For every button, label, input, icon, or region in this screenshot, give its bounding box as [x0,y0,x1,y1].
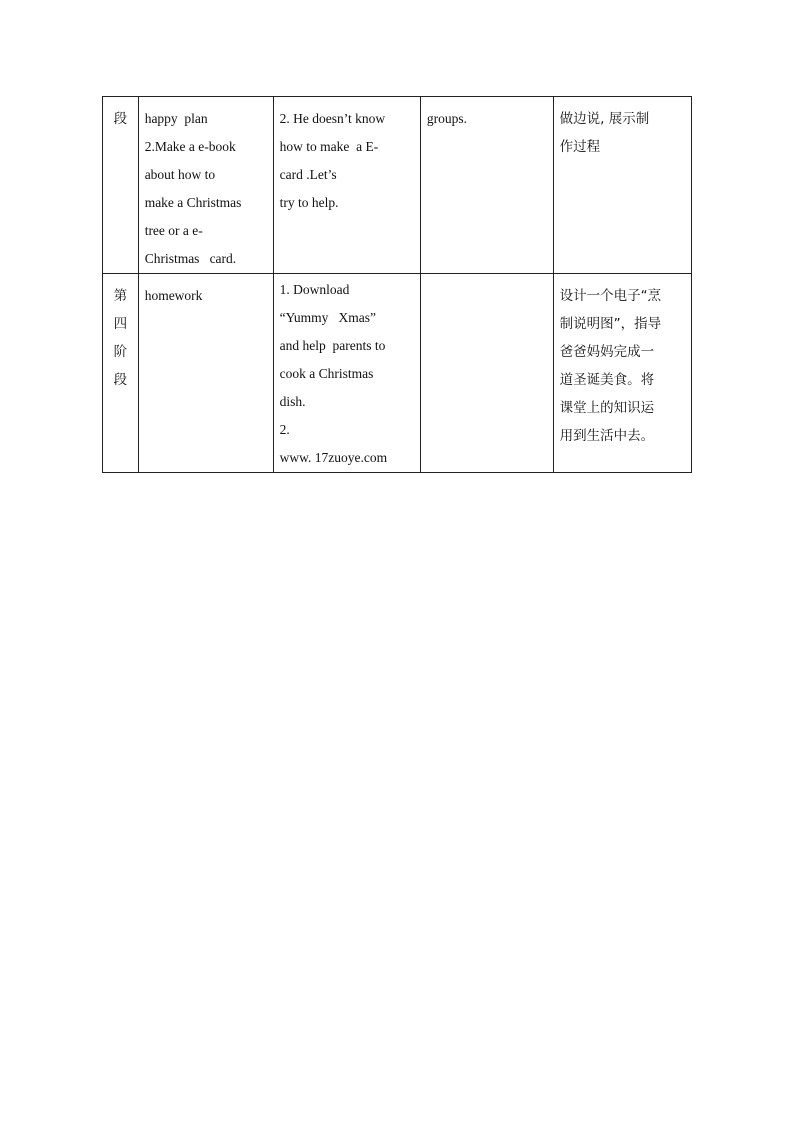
method-cell [420,274,553,473]
activity-cell [138,97,273,274]
purpose-line: 用到生活中去。 [559,428,655,444]
content-line: how to make a E- [279,139,379,154]
activity-line: Christmas card. [144,251,237,266]
content-line: and help parents to [279,338,386,353]
activity-line: homework [144,288,203,303]
method-cell [420,97,553,274]
content-line: 2. [279,422,290,437]
activity-line: tree or a e- [144,223,203,238]
content-line: card .Let’s [279,167,337,182]
stage-label-char: 第 [113,288,128,304]
content-line: try to help. [279,195,339,210]
activity-line: happy plan [144,111,208,126]
stage-cell [103,274,139,473]
content-line: dish. [279,394,306,409]
table-row [103,97,692,274]
purpose-line: 做边说, 展示制 [559,111,650,127]
activity-line: about how to [144,167,216,182]
content-line: cook a Christmas [279,366,374,381]
content-line: 1. Download [279,282,350,297]
activity-line: 2.Make a e-book [144,139,236,154]
content-cell [273,274,420,473]
stage-label-char: 四 [113,316,128,332]
stage-cell [103,97,139,274]
activity-line: make a Christmas [144,195,242,210]
purpose-line: 制说明图”，指导 [559,316,662,332]
lesson-plan-table [102,96,692,473]
content-line: www. 17zuoye.com [279,450,388,465]
purpose-cell [553,274,691,473]
activity-cell [138,274,273,473]
purpose-line: 设计一个电子“烹 [559,288,662,304]
purpose-line: 作过程 [559,139,601,155]
content-cell [273,97,420,274]
stage-label-char: 阶 [113,344,128,360]
method-line: groups. [426,111,468,126]
purpose-cell [553,97,691,274]
table-row [103,274,692,473]
purpose-line: 道圣诞美食。将 [559,372,655,388]
content-line: 2. He doesn’t know [279,111,386,126]
content-line: “Yummy Xmas” [279,310,377,325]
stage-label-char: 段 [113,372,128,388]
purpose-line: 课堂上的知识运 [559,400,655,416]
purpose-line: 爸爸妈妈完成一 [559,344,655,360]
stage-label-char: 段 [113,111,128,127]
